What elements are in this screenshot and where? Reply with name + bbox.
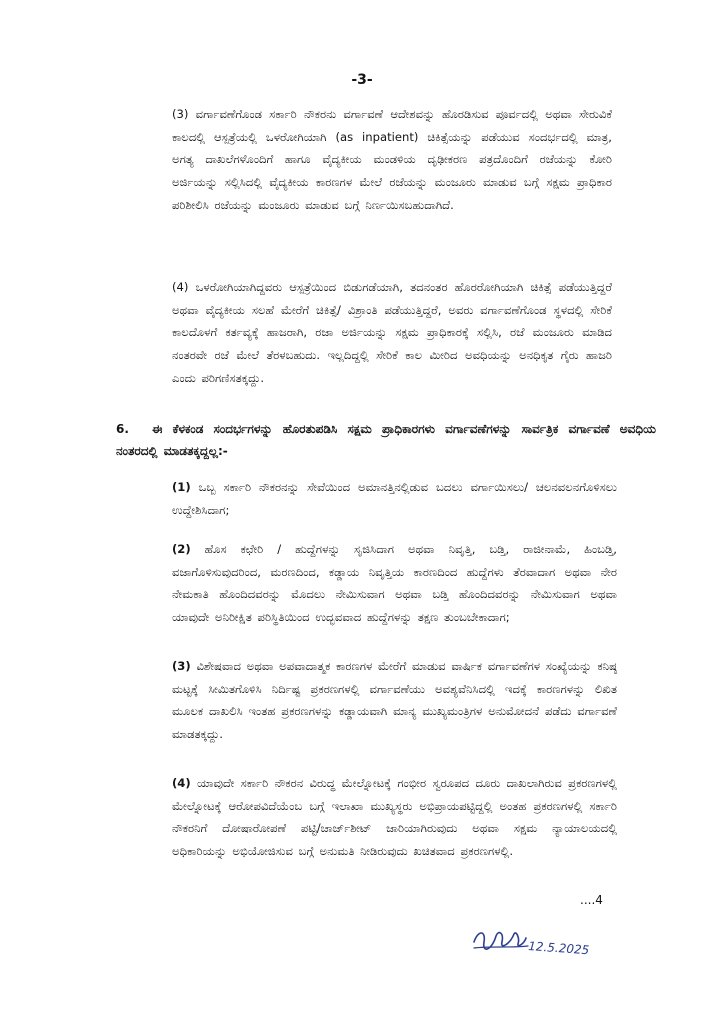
list-item-text: ಯಾವುದೇ ಸರ್ಕಾರಿ ನೌಕರನ ವಿರುದ್ಧ ಮೇಲ್ನೋಟಕ್ಕೆ ಗಂಭೀರ ಸ್ವರೂಪದ ದೂರು ದಾಖಲಾಗಿರುವ ಪ್ರಕರಣಗಳಲ್ಲಿ ಮೇಲ್ನೋಟಕ್ಕೆ ಆರೋಪವಿದೆಯೆಂಬ ಬಗ್ಗೆ ಇಲಾಖಾ ಮುಖ್ಯಸ್ಥರು ಅಭಿಪ್ರಾಯಪಟ್ಟಿದ್ದಲ್ಲಿ ಅಂತಹ ಪ್ರಕರಣಗಳಲ್ಲಿ ಸರ್ಕಾರಿ ನೌಕರನಿಗೆ ದೋಷಾರೋಪಣೆ ಪಟ್ಟಿ/ಚಾರ್ಜ್‌ಶೀಟ್ ಜಾರಿಯಾಗಿರುವುದು ಅಥವಾ ಸಕ್ಷಮ ನ್ಯಾಯಾಲಯದಲ್ಲಿ ಅಧಿಕಾರಿಯನ್ನು ಅಭಿಯೋಜಿಸುವ ಬಗ್ಗೆ ಅನುಮತಿ ನೀಡಿರುವುದು ಖಚಿತವಾದ ಪ್ರಕರಣಗಳಲ್ಲಿ.	[172, 776, 617, 859]
paragraph-3: (3) ವರ್ಗಾವಣೆಗೊಂಡ ಸರ್ಕಾರಿ ನೌಕರನು ವರ್ಗಾವಣೆ ಆದೇಶವನ್ನು ಹೊರಡಿಸುವ ಪೂರ್ವದಲ್ಲಿ ಅಥವಾ ಸೇರುವಿಕೆ ಕಾಲದಲ್ಲಿ ಆಸ್ಪತ್ರೆಯಲ್ಲಿ ಒಳರೋಗಿಯಾಗಿ (as inpatient) ಚಿಕಿತ್ಸೆಯನ್ನು ಪಡೆಯುವ ಸಂದರ್ಭದಲ್ಲಿ ಮಾತ್ರ, ಅಗತ್ಯ ದಾಖಲೆಗಳೊಂದಿಗೆ ಹಾಗೂ ವೈದ್ಯಕೀಯ ಮಂಡಳಿಯ ದೃಢೀಕರಣ ಪತ್ರದೊಂದಿಗೆ ರಜೆಯನ್ನು ಕೋರಿ ಅರ್ಜಿಯನ್ನು ಸಲ್ಲಿಸಿದಲ್ಲಿ ವೈದ್ಯಕೀಯ ಕಾರಣಗಳ ಮೇಲೆ ರಜೆಯನ್ನು ಮಂಜೂರು ಮಾಡುವ ಬಗ್ಗೆ ಸಕ್ಷಮ ಪ್ರಾಧಿಕಾರ ಪರಿಶೀಲಿಸಿ ರಜೆಯನ್ನು ಮಂಜೂರು ಮಾಡುವ ಬಗ್ಗೆ ನಿರ್ಣಯಿಸಬಹುದಾಗಿದೆ.	[172, 107, 612, 212]
list-item-number: (3)	[172, 659, 191, 673]
list-item-text: ಒಬ್ಬ ಸರ್ಕಾರಿ ನೌಕರನನ್ನು ಸೇವೆಯಿಂದ ಅಮಾನತ್ತಿನಲ್ಲಿಡುವ ಬದಲು ವರ್ಗಾಯಿಸಲು/ ಚಲನವಲನಗೊಳಿಸಲು ಉದ್ದೇಶಿಸಿದಾಗ;	[172, 480, 617, 517]
section-heading-text: ಈ ಕೆಳಕಂಡ ಸಂದರ್ಭಗಳನ್ನು ಹೊರತುಪಡಿಸಿ ಸಕ್ಷಮ ಪ್ರಾಧಿಕಾರಗಳು ವರ್ಗಾವಣೆಗಳನ್ನು ಸಾರ್ವತ್ರಿಕ ವರ್ಗಾವಣೆ ಅವಧಿಯ ನಂತರದಲ್ಲಿ ಮಾಡತಕ್ಕದ್ದಲ್ಲ:-	[116, 422, 656, 458]
list-item-text: ವಿಶೇಷವಾದ ಅಥವಾ ಅಪವಾದಾತ್ಮಕ ಕಾರಣಗಳ ಮೇರೆಗೆ ಮಾಡುವ ವಾರ್ಷಿಕ ವರ್ಗಾವಣೆಗಳ ಸಂಖ್ಯೆಯನ್ನು ಕನಿಷ್ಠ ಮಟ್ಟಕ್ಕೆ ಸೀಮಿತಗೊಳಿಸಿ ನಿರ್ದಿಷ್ಟ ಪ್ರಕರಣಗಳಲ್ಲಿ ವರ್ಗಾವಣೆಯು ಅವಶ್ಯವೆನಿಸಿದಲ್ಲಿ ಇದಕ್ಕೆ ಕಾರಣಗಳನ್ನು ಲಿಖಿತ ಮೂಲಕ ದಾಖಲಿಸಿ ಇಂತಹ ಪ್ರಕರಣಗಳನ್ನು ಕಡ್ಡಾಯವಾಗಿ ಮಾನ್ಯ ಮುಖ್ಯಮಂತ್ರಿಗಳ ಅನುಮೋದನೆ ಪಡೆದು ವರ್ಗಾವಣೆ ಮಾಡತಕ್ಕದ್ದು.	[172, 659, 617, 742]
handwritten-signature	[470, 924, 600, 960]
list-item-text: ಹೊಸ ಕಛೇರಿ / ಹುದ್ದೆಗಳನ್ನು ಸೃಜಿಸಿದಾಗ ಅಥವಾ ನಿವೃತ್ತಿ, ಬಡ್ತಿ, ರಾಜೀನಾಮೆ, ಹಿಂಬಡ್ತಿ, ವಜಾಗೊಳಿಸುವುದರಿಂದ, ಮರಣದಿಂದ, ಕಡ್ಡಾಯ ನಿವೃತ್ತಿಯ ಕಾರಣದಿಂದ ಹುದ್ದೆಗಳು ತೆರವಾದಾಗ ಅಥವಾ ನೇರ ನೇಮಕಾತಿ ಹೊಂದಿದವರನ್ನು ಮೊದಲು ನೇಮಿಸುವಾಗ ಅಥವಾ ಬಡ್ತಿ ಹೊಂದಿದವರನ್ನು ನೇಮಿಸುವಾಗ ಅಥವಾ ಯಾವುದೇ ಅನಿರೀಕ್ಷಿತ ಪರಿಸ್ಥಿತಿಯಿಂದ ಉದ್ಭವವಾದ ಹುದ್ದೆಗಳನ್ನು ತಕ್ಷಣ ತುಂಬಬೇಕಾದಾಗ;	[172, 542, 617, 625]
list-item	[172, 538, 617, 629]
section-6-heading	[116, 418, 656, 462]
paragraph-4: (4) ಒಳರೋಗಿಯಾಗಿದ್ದವರು ಆಸ್ಪತ್ರೆಯಿಂದ ಬಿಡುಗಡೆಯಾಗಿ, ತದನಂತರ ಹೊರರೋಗಿಯಾಗಿ ಚಿಕಿತ್ಸೆ ಪಡೆಯುತ್ತಿದ್ದರೆ ಅಥವಾ ವೈದ್ಯಕೀಯ ಸಲಹೆ ಮೇರೆಗೆ ಚಿಕಿತ್ಸೆ/ ವಿಶ್ರಾಂತಿ ಪಡೆಯುತ್ತಿದ್ದರೆ, ಅವರು ವರ್ಗಾವಣೆಗೊಂಡ ಸ್ಥಳದಲ್ಲಿ ಸೇರಿಕೆ ಕಾಲದೊಳಗೆ ಕರ್ತವ್ಯಕ್ಕೆ ಹಾಜರಾಗಿ, ರಜಾ ಅರ್ಜಿಯನ್ನು ಸಕ್ಷಮ ಪ್ರಾಧಿಕಾರಕ್ಕೆ ಸಲ್ಲಿಸಿ, ರಜೆ ಮಂಜೂರು ಮಾಡಿದ ನಂತರವೇ ರಜೆ ಮೇಲೆ ತೆರಳಬಹುದು. ಇಲ್ಲದಿದ್ದಲ್ಲಿ ಸೇರಿಕೆ ಕಾಲ ಮೀರಿದ ಅವಧಿಯನ್ನು ಅನಧಿಕೃತ ಗೈರು ಹಾಜರಿ ಎಂದು ಪರಿಗಣಿಸತಕ್ಕದ್ದು.	[172, 280, 612, 385]
section-number: 6.	[116, 422, 129, 436]
list-item-number: (4)	[172, 776, 191, 790]
list-item-number: (2)	[172, 542, 191, 556]
page-number: -3-	[351, 72, 373, 88]
list-item	[172, 476, 617, 521]
list-item	[172, 772, 617, 863]
next-page-indicator: ....4	[580, 893, 603, 907]
list-item-number: (1)	[172, 480, 191, 494]
list-item	[172, 655, 617, 746]
signature-date: 12.5.2025	[527, 939, 590, 958]
